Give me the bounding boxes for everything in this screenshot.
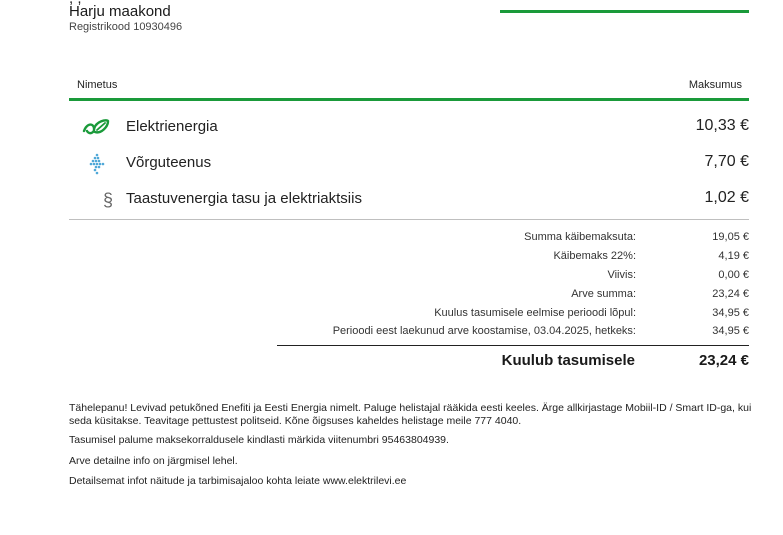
summary-label: Arve summa: <box>571 288 636 300</box>
items-divider <box>69 219 749 220</box>
summary-label: Viivis: <box>607 269 636 281</box>
summary-value: 23,24 € <box>712 288 749 300</box>
summary-value: 4,19 € <box>718 250 749 262</box>
summary-row <box>250 231 749 249</box>
summary-value: 34,95 € <box>712 325 749 337</box>
line-item-network <box>69 149 749 179</box>
summary-value: 34,95 € <box>712 307 749 319</box>
county: Harju maakond <box>69 3 171 20</box>
details-note: Arve detailne info on järgmisel lehel. <box>69 455 238 467</box>
total-divider <box>277 345 749 346</box>
fraud-warning: Tähelepanu! Levivad petukõned Enefiti ja Eesti Energia nimelt. Paluge helistajal rääkida eesti keeles. Ärge allkirjastage Mobiil-ID / Smart ID-ga, kui seda küsitakse. Teavitage pettustest politseid. Kõne õigsuses kaheldes helistage meile 777 4040. <box>69 402 752 427</box>
total-value: 23,24 € <box>698 352 749 369</box>
summary-row <box>250 269 749 287</box>
line-item-label: Taastuvenergia tasu ja elektriaktsiis <box>126 190 362 207</box>
eco-leaf-icon <box>81 117 111 139</box>
line-item-electricity <box>69 113 749 143</box>
table-header-divider <box>69 98 749 101</box>
summary-row <box>250 250 749 268</box>
summary-value: 0,00 € <box>718 269 749 281</box>
summary-row <box>250 307 749 325</box>
summary-label: Summa käibemaksuta: <box>524 231 636 243</box>
payment-reference-note: Tasumisel palume maksekorraldusele kindlasti märkida viitenumbri 95463804939. <box>69 434 449 446</box>
lightning-grid-icon <box>81 153 111 175</box>
summary-row <box>250 325 749 343</box>
summary-value: 19,05 € <box>712 231 749 243</box>
header-accent-line <box>500 10 749 13</box>
summary-label: Käibemaks 22%: <box>553 250 636 262</box>
summary-label: Perioodi eest laekunud arve koostamise, 03.04.2025, hetkeks: <box>332 325 636 337</box>
total-label: Kuulub tasumisele <box>501 352 635 369</box>
summary-row <box>250 288 749 306</box>
line-item-value: 7,70 € <box>704 153 749 170</box>
registry-code: Registrikood 10930496 <box>69 21 183 33</box>
section-sign-icon: § <box>103 190 114 210</box>
line-item-renewable-tax <box>69 185 749 215</box>
line-item-label: Võrguteenus <box>126 154 212 171</box>
summary-label: Kuulus tasumisele eelmise perioodi lõpul: <box>434 307 636 319</box>
website-note: Detailsemat infot näitude ja tarbimisajaloo kohta leiate www.elektrilevi.ee <box>69 475 407 487</box>
line-item-value: 10,33 € <box>695 117 749 134</box>
column-header-amount: Maksumus <box>688 79 742 91</box>
column-header-name: Nimetus <box>77 79 118 91</box>
line-item-label: Elektrienergia <box>126 118 218 135</box>
line-item-value: 1,02 € <box>704 189 749 206</box>
